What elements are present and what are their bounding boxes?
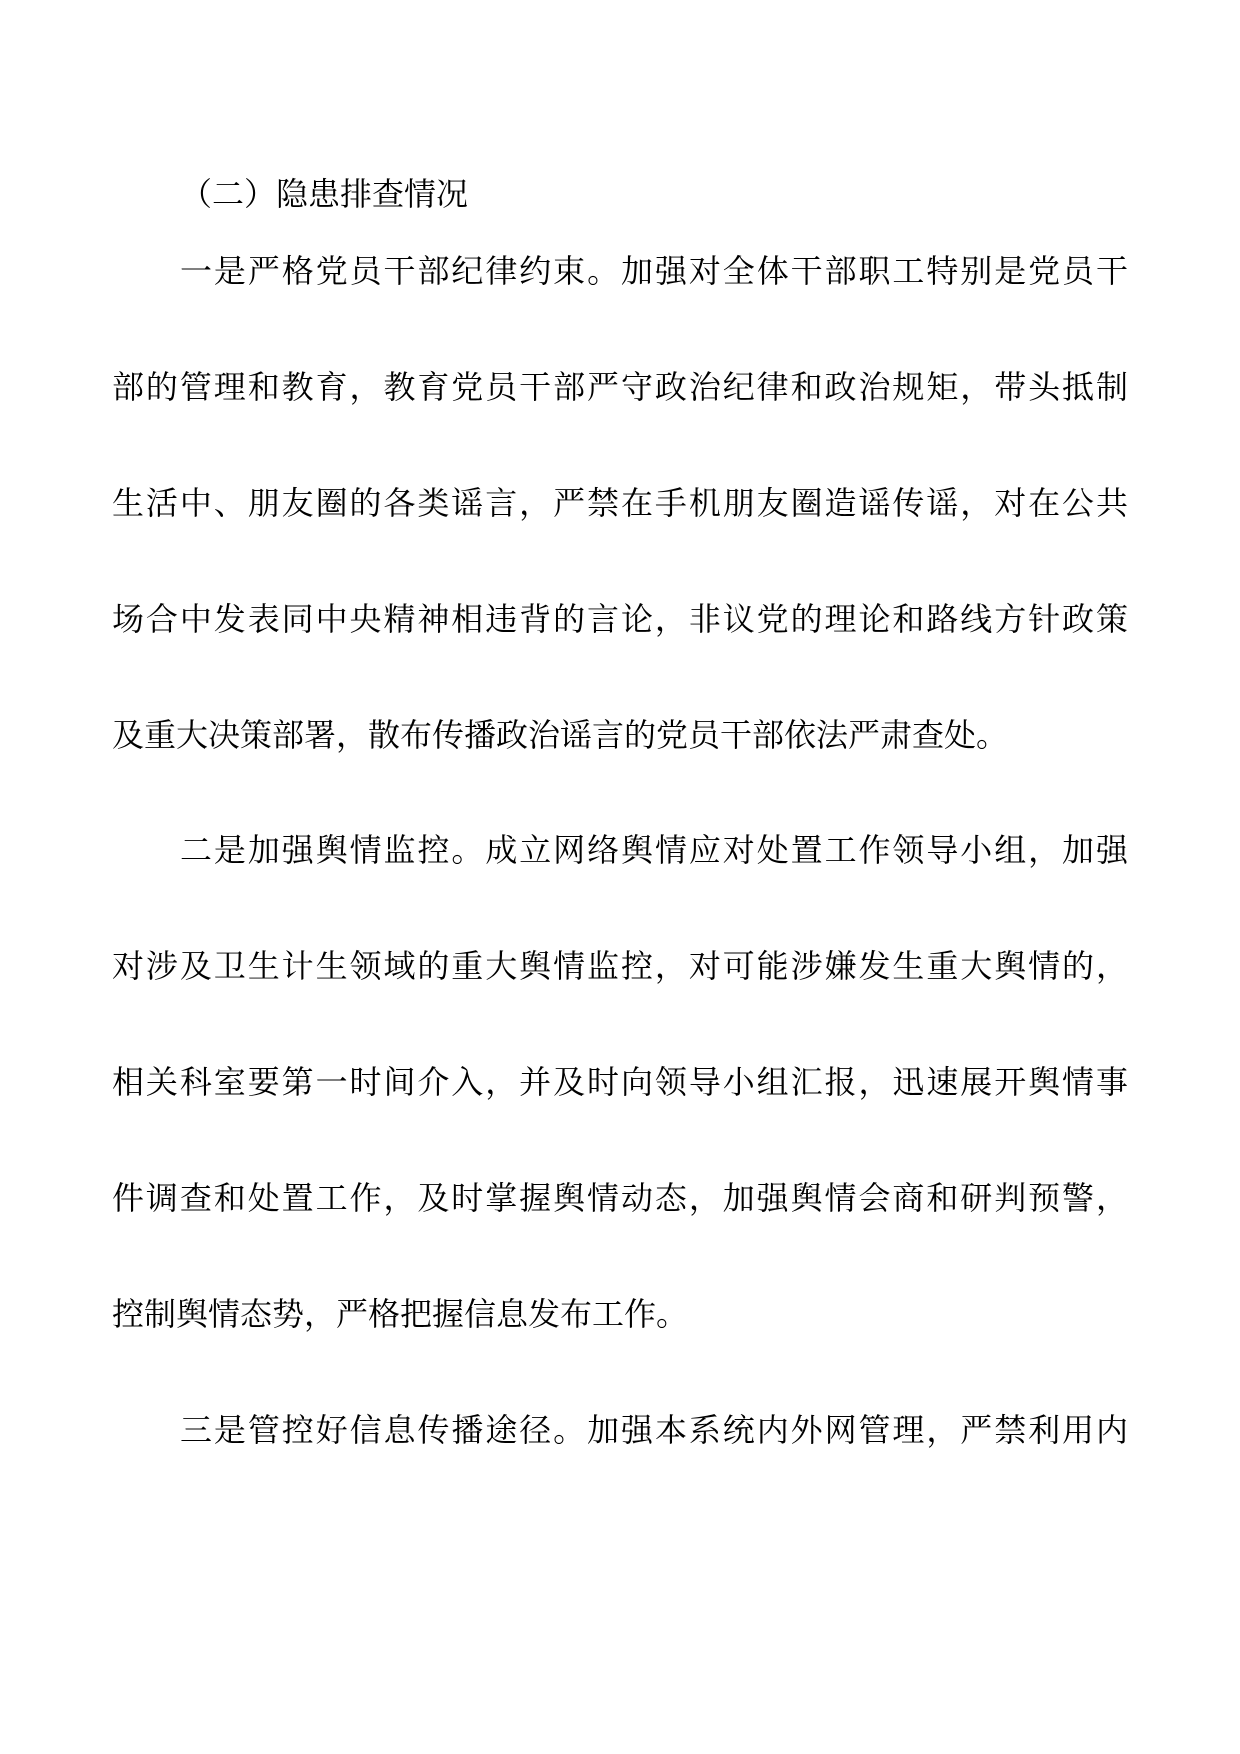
paragraph-2-line-5: 控制舆情态势，严格把握信息发布工作。	[112, 1295, 689, 1333]
section-heading: （二）隐患排查情况	[180, 175, 469, 213]
paragraph-2-line-2: 对涉及卫生计生领域的重大舆情监控，对可能涉嫌发生重大舆情的，	[112, 947, 1128, 985]
paragraph-1-line-2: 部的管理和教育，教育党员干部严守政治纪律和政治规矩，带头抵制	[112, 368, 1128, 406]
paragraph-1-line-5: 及重大决策部署，散布传播政治谣言的党员干部依法严肃查处。	[112, 716, 1009, 754]
paragraph-2-line-1: 二是加强舆情监控。成立网络舆情应对处置工作领导小组，加强	[180, 831, 1128, 869]
paragraph-1-line-3: 生活中、朋友圈的各类谣言，严禁在手机朋友圈造谣传谣，对在公共	[112, 484, 1128, 522]
paragraph-1-line-4: 场合中发表同中央精神相违背的言论，非议党的理论和路线方针政策	[112, 600, 1128, 638]
paragraph-2-line-3: 相关科室要第一时间介入，并及时向领导小组汇报，迅速展开舆情事	[112, 1063, 1128, 1101]
paragraph-2-line-4: 件调查和处置工作，及时掌握舆情动态，加强舆情会商和研判预警，	[112, 1179, 1128, 1217]
paragraph-1-line-1: 一是严格党员干部纪律约束。加强对全体干部职工特别是党员干	[180, 252, 1128, 290]
paragraph-3-line-1: 三是管控好信息传播途径。加强本系统内外网管理，严禁利用内	[180, 1411, 1128, 1449]
